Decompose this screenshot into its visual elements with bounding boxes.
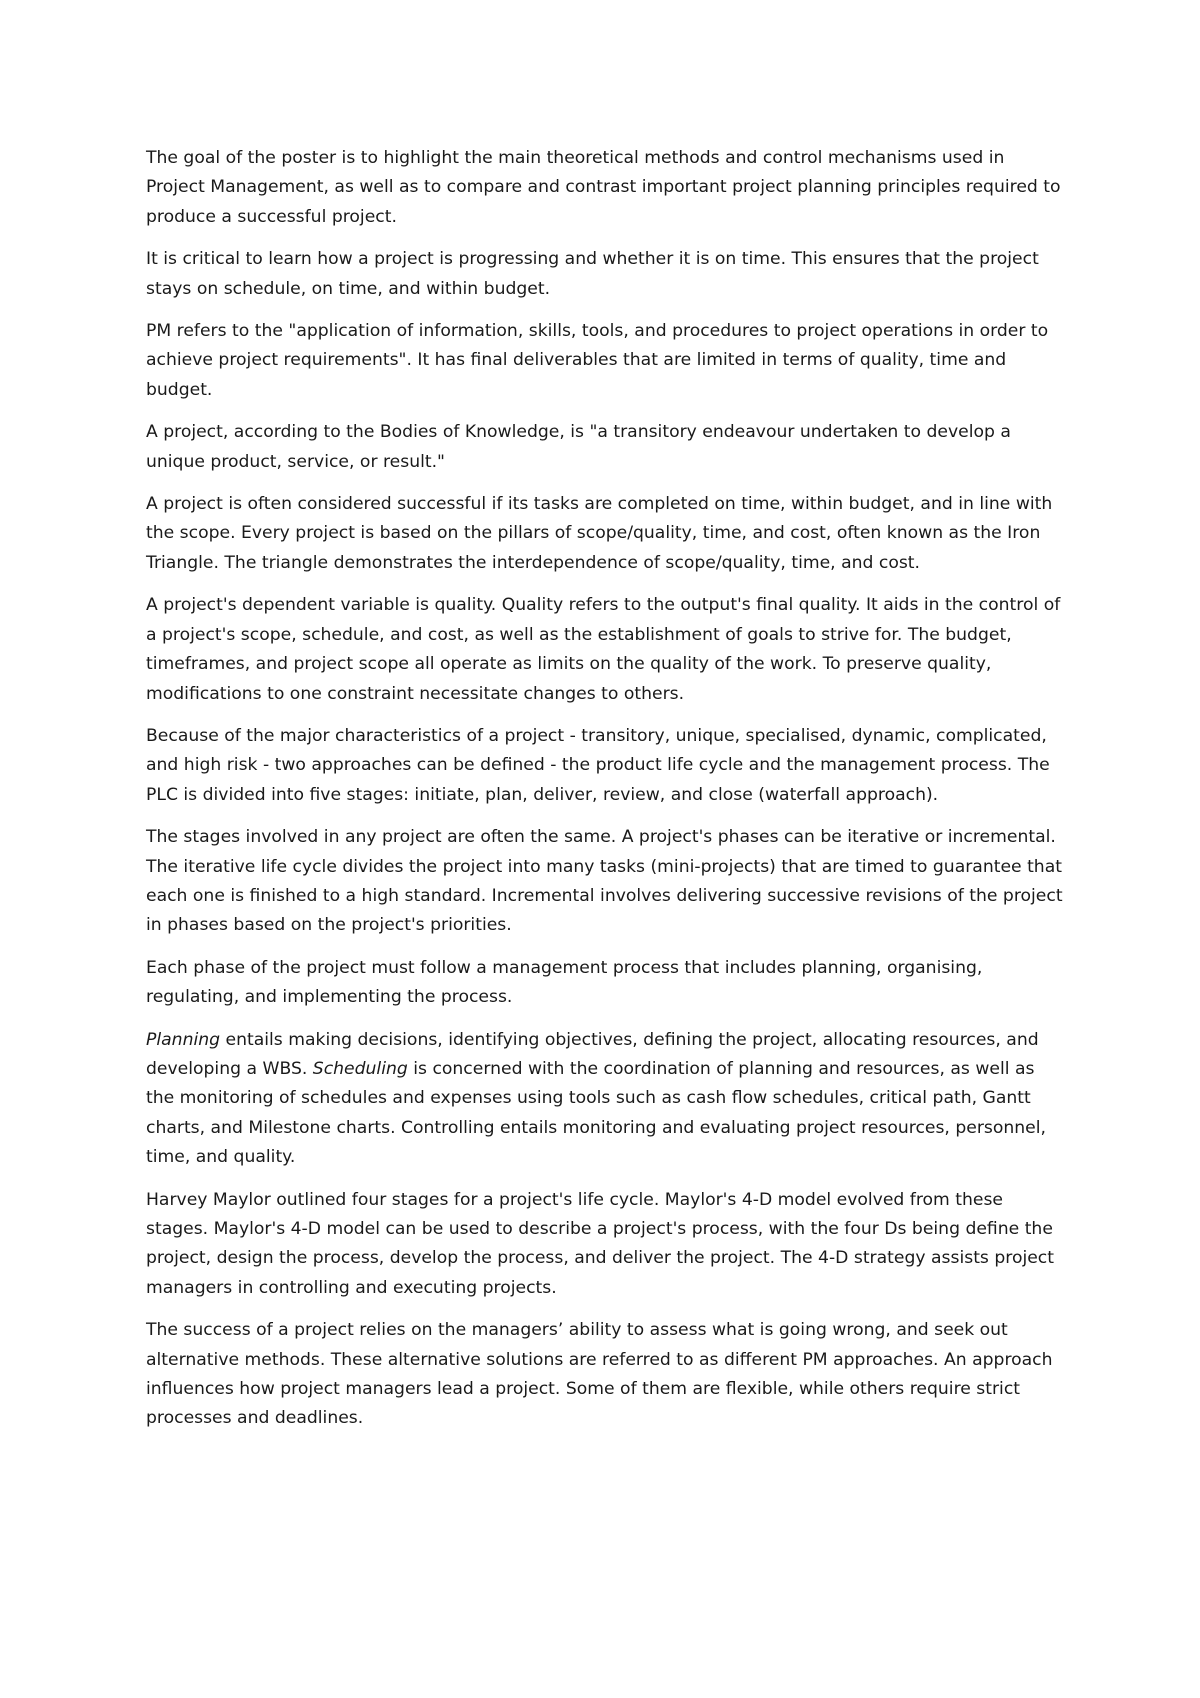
paragraph-pm-approaches: The success of a project relies on the managers’ ability to assess what is going wrong, and seek out alternative methods. These alternative solutions are referred to as different PM approaches. An approach influences how project managers lead a project. Some of them are flexible, while others require strict processes and deadlines. — [146, 1320, 1053, 1429]
paragraph-maylor-4d: Harvey Maylor outlined four stages for a project's life cycle. Maylor's 4-D model evolved from these stages. Maylor's 4-D model can be used to describe a project's process, with the four Ds being define the project, design the process, develop the process, and deliver the project. The 4-D strategy assists project managers in controlling and executing projects. — [146, 1189, 1054, 1298]
paragraph-project-progress: It is critical to learn how a project is progressing and whether it is on time. This ensures that the project stays on schedule, on time, and within budget. — [146, 249, 1039, 299]
scheduling-description: is concerned with the coordination of planning and resources, as well as the monitoring of schedules and expenses using tools such as cash flow schedules, critical path, Gantt charts, and Milestone charts. Controlling entails monitoring and evaluating project resources, personnel, time, and quality. — [146, 1058, 1046, 1168]
planning-term: Planning — [146, 1029, 221, 1050]
paragraph-quality: A project's dependent variable is quality. Quality refers to the output's final quality. It aids in the control of a project's scope, schedule, and cost, as well as the establishment of goals to strive for. The budget, timeframes, and project scope all operate as limits on the quality of the work. To preserve quality, modifications to one constraint necessitate changes to others. — [146, 595, 1061, 704]
paragraph-pm-definition: PM refers to the "application of information, skills, tools, and procedures to project operations in order to achieve project requirements". It has final deliverables that are limited in terms of quality, time and budget. — [146, 321, 1049, 400]
paragraph-management-process: Each phase of the project must follow a management process that includes planning, organising, regulating, and implementing the process. — [146, 957, 983, 1008]
paragraph-poster-goal: The goal of the poster is to highlight the main theoretical methods and control mechanisms used in Project Management, as well as to compare and contrast important project planning principles required to produce a successful project. — [146, 148, 1061, 227]
paragraph-project-definition: A project, according to the Bodies of Knowledge, is "a transitory endeavour undertaken to develop a unique product, service, or result." — [146, 422, 1011, 472]
paragraph-iron-triangle: A project is often considered successful if its tasks are completed on time, within budget, and in line with the scope. Every project is based on the pillars of scope/quality, time, and cost, often known as the Iron Triangle. The triangle demonstrates the interdependence of scope/quality, time, and cost. — [146, 494, 1053, 573]
paragraph-life-cycle: Because of the major characteristics of a project - transitory, unique, specialised, dynamic, complicated, and high risk - two approaches can be defined - the product life cycle and the management process. The PLC is divided into five stages: initiate, plan, deliver, review, and close (waterfall approach). — [146, 725, 1050, 805]
paragraph-iterative-incremental: The stages involved in any project are often the same. A project's phases can be iterative or incremental. The iterative life cycle divides the project into many tasks (mini-projects) that are timed to guarantee that each one is finished to a high standard. Incremental involves delivering successive revisions of the project in phases based on the project's priorities. — [146, 827, 1063, 936]
document-body — [146, 144, 1068, 1447]
planning-description: entails making decisions, identifying objectives, defining the project, allocating resources, and developing a WBS. — [146, 1029, 1039, 1079]
paragraph-planning-scheduling — [146, 1026, 1068, 1173]
scheduling-term: Scheduling — [312, 1058, 408, 1079]
